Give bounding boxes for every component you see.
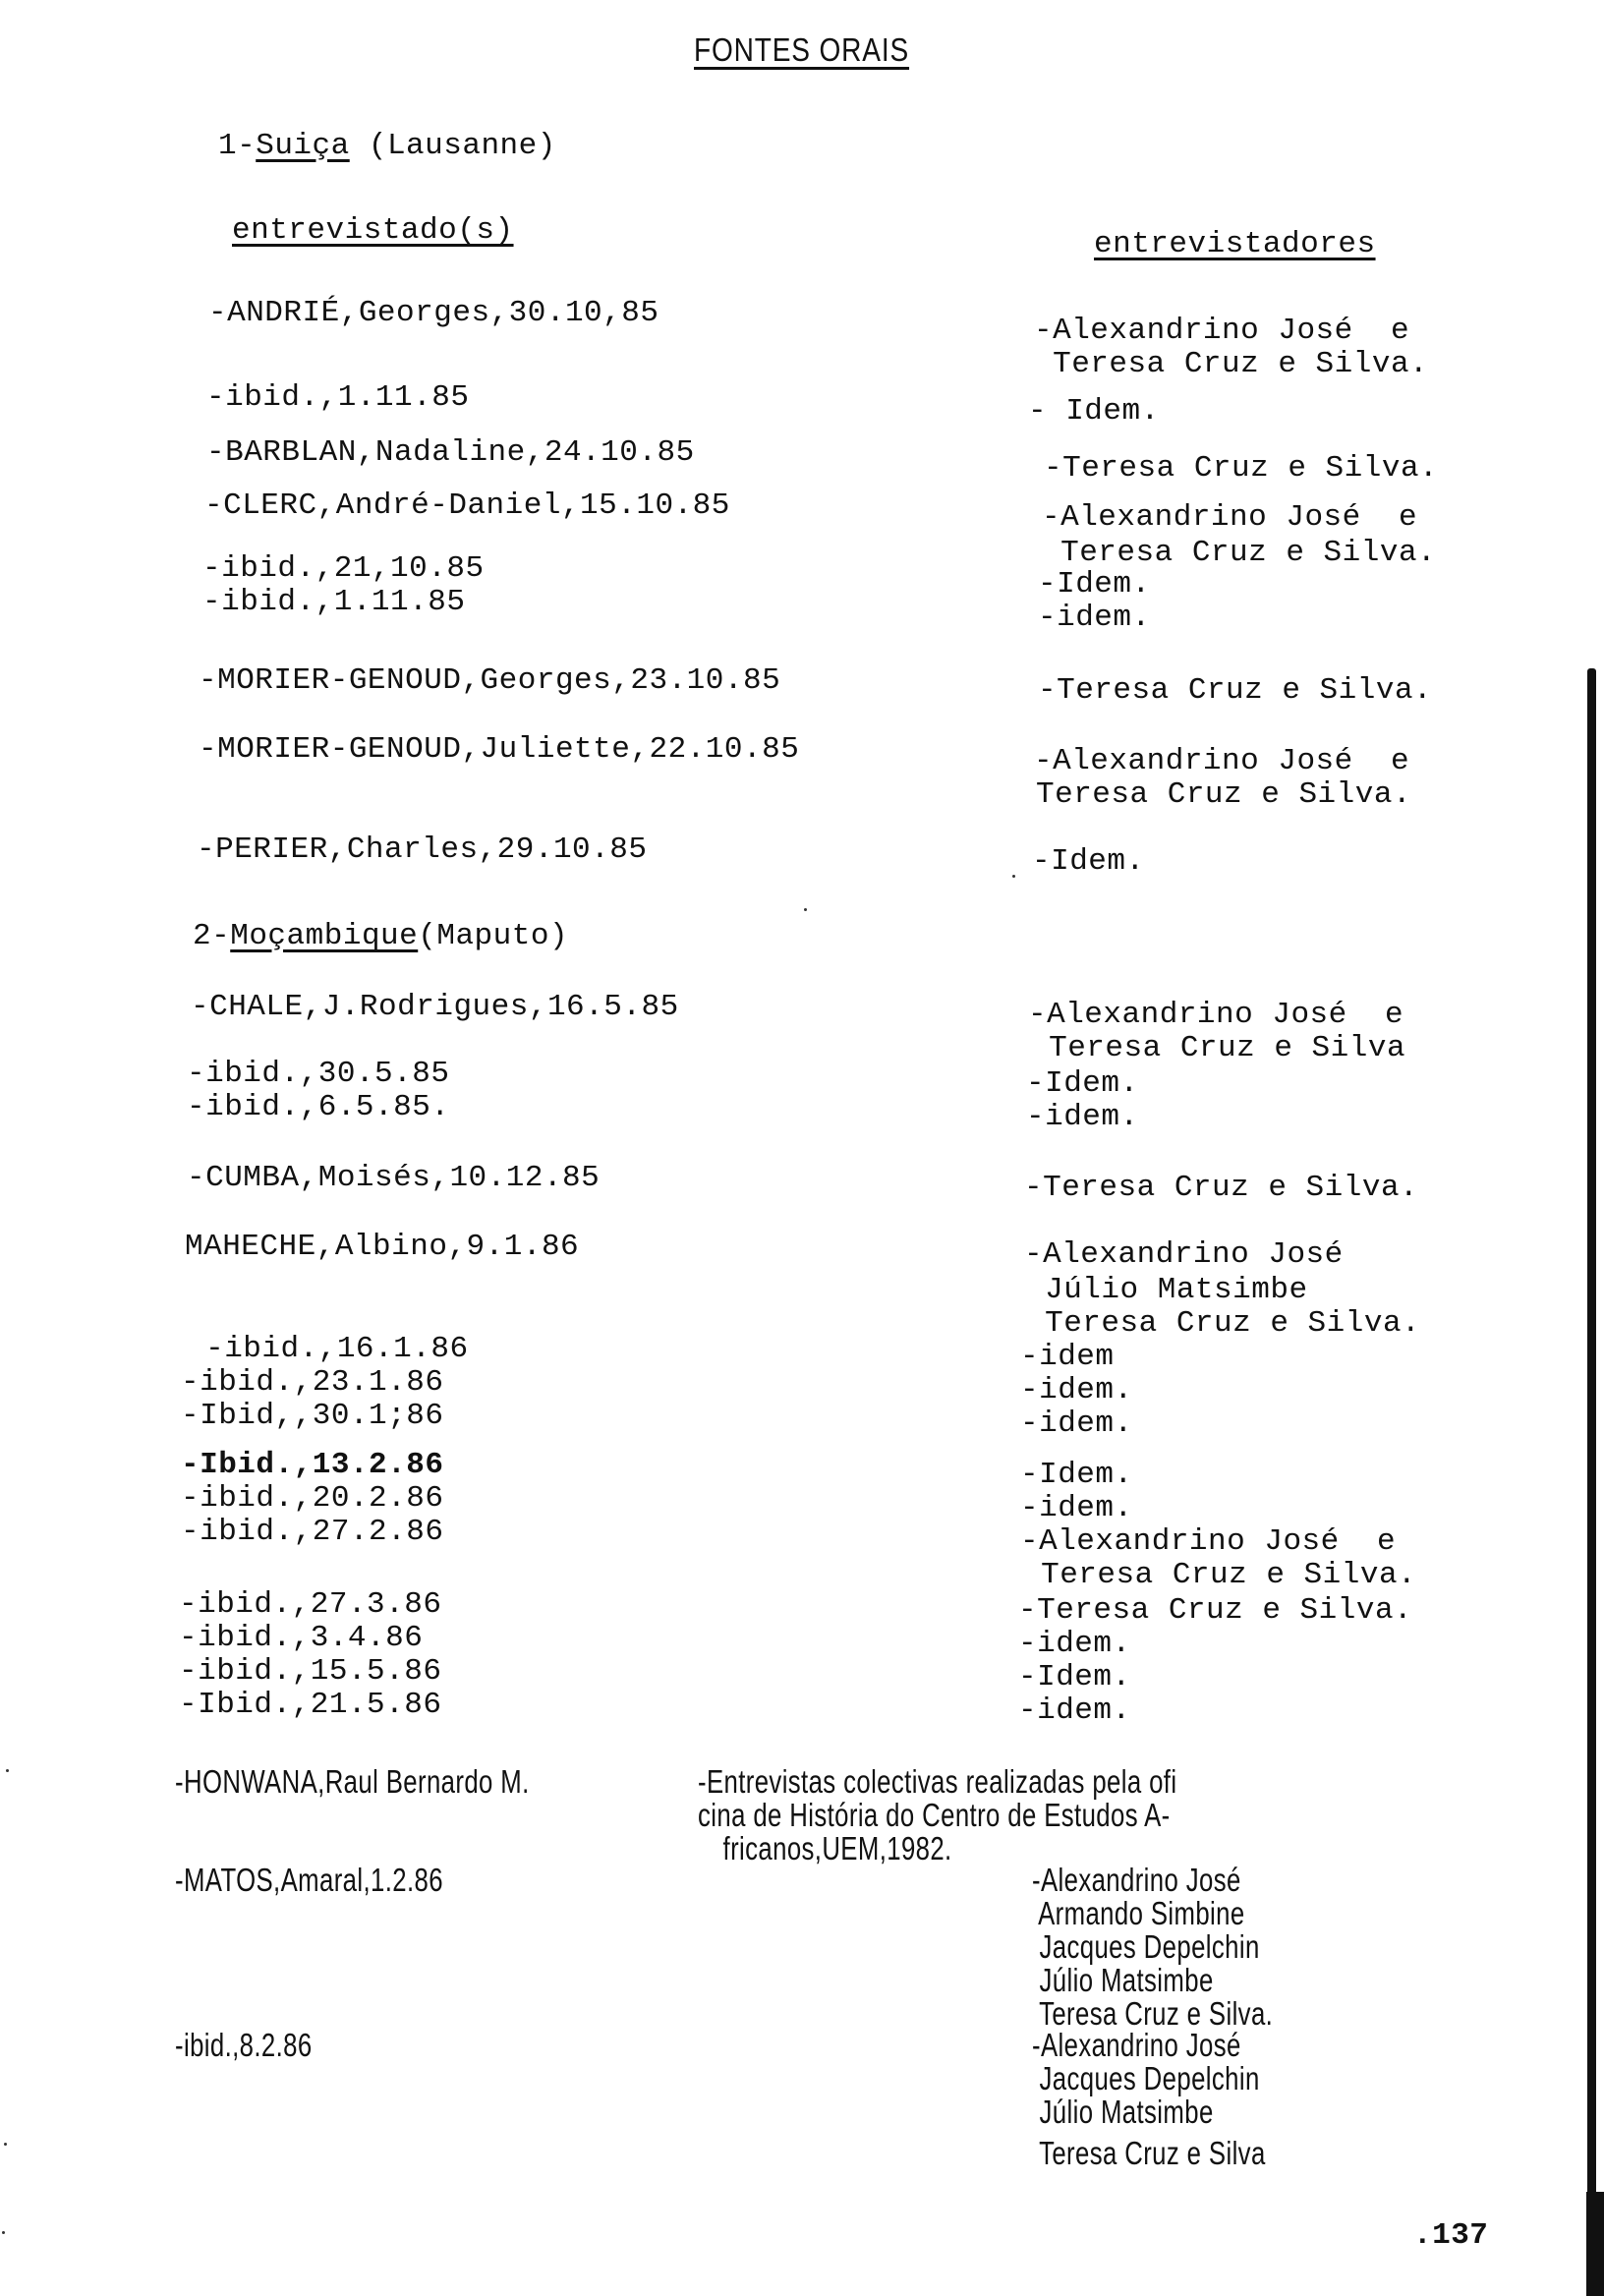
interviewer-line: -Alexandrino José e (1028, 998, 1404, 1032)
interviewer-line: Teresa Cruz e Silva. (1036, 777, 1412, 812)
interviewer-line: -idem. (1018, 1693, 1131, 1728)
interviewer-line: -Teresa Cruz e Silva. (1024, 1171, 1419, 1205)
scan-speck (2, 2231, 5, 2234)
interviewer-line: -Alexandrino José e (1034, 314, 1410, 348)
collective-note-line: cina de História do Centro de Estudos A- (698, 1797, 1171, 1833)
interviewee-entry: -CLERC,André-Daniel,15.10.85 (204, 488, 730, 523)
interviewee-entry: -ibid.,16.1.86 (187, 1332, 469, 1366)
interviewee-entry: -ANDRIÉ,Georges,30.10,85 (208, 296, 659, 330)
column-header-interviewees: entrevistado(s) (232, 213, 514, 248)
interviewee-entry: -ibid.,3.4.86 (179, 1621, 424, 1655)
interviewee-entry: -ibid.,20.2.86 (181, 1481, 444, 1516)
interviewee-entry: -Ibid.,21.5.86 (179, 1688, 442, 1722)
interviewer-line: -idem. (1018, 1627, 1131, 1661)
scan-binding-edge-bottom (1586, 2192, 1604, 2296)
interviewer-line: Teresa Cruz e Silva. (1022, 1558, 1417, 1592)
interviewer-line: -idem. (1020, 1373, 1133, 1407)
interviewee-entry: -CUMBA,Moisés,10.12.85 (187, 1161, 601, 1195)
scan-binding-edge (1587, 668, 1596, 2296)
interviewer-line: Armando Simbine (1032, 1895, 1245, 1931)
interviewer-line: -idem. (1038, 601, 1151, 635)
interviewer-line: -idem. (1020, 1491, 1133, 1525)
interviewer-line: -idem. (1026, 1100, 1139, 1134)
interviewee-entry: -ibid.,15.5.86 (179, 1654, 442, 1689)
interviewee-entry: -ibid.,1.11.85 (202, 585, 466, 619)
section-country: Suiça (256, 129, 350, 163)
interviewee-entry: -ibid.,6.5.85. (187, 1090, 450, 1124)
interviewer-line: -Idem. (1032, 844, 1145, 879)
section-number: 2- (193, 919, 231, 953)
interviewer-line: Teresa Cruz e Silva. (1034, 347, 1429, 381)
interviewee-entry: -ibid.,21,10.85 (202, 551, 485, 586)
interviewer-line: -Alexandrino José (1024, 1237, 1344, 1272)
interviewee-entry: -Ibid.,13.2.86 (181, 1448, 444, 1482)
collective-note-line: fricanos,UEM,1982. (716, 1830, 952, 1866)
scan-speck (804, 908, 807, 911)
interviewer-line: Teresa Cruz e Silva. (1032, 1995, 1274, 2032)
scan-speck (4, 2143, 7, 2146)
page-number: .137 (1413, 2218, 1489, 2253)
interviewer-line: -Teresa Cruz e Silva. (1038, 673, 1433, 708)
interviewee-entry: -ibid.,23.1.86 (181, 1365, 444, 1400)
interviewer-line: Júlio Matsimbe (1026, 1273, 1308, 1307)
interviewer-line: -Idem. (1020, 1458, 1133, 1492)
interviewer-line: Júlio Matsimbe (1032, 2094, 1214, 2130)
interviewee-entry: -MORIER-GENOUD,Georges,23.10.85 (199, 663, 781, 698)
section-heading-mozambique (193, 920, 568, 953)
section-country: Moçambique (230, 919, 419, 953)
interviewer-line: -Alexandrino José e (1042, 500, 1418, 535)
interviewer-line: -Teresa Cruz e Silva. (1018, 1593, 1413, 1628)
scan-speck (6, 1769, 9, 1772)
interviewer-line: Jacques Depelchin (1032, 2060, 1260, 2096)
interviewer-line: Teresa Cruz e Silva (1030, 1031, 1406, 1065)
collective-note-line: -Entrevistas colectivas realizadas pela ofi (698, 1763, 1177, 1800)
interviewer-line: Jacques Depelchin (1032, 1928, 1260, 1965)
interviewer-line: -Idem. (1018, 1660, 1131, 1694)
interviewee-entry: MAHECHE,Albino,9.1.86 (185, 1230, 580, 1264)
interviewer-line: -idem (1020, 1340, 1115, 1374)
interviewee-entry: -Ibid,,30.1;86 (181, 1399, 444, 1433)
interviewee-entry: -MORIER-GENOUD,Juliette,22.10.85 (199, 732, 800, 767)
interviewer-line: -Alexandrino José e (1034, 744, 1410, 778)
interviewee-entry: -ibid.,1.11.85 (206, 380, 470, 415)
interviewee-entry: -ibid.,8.2.86 (175, 2027, 313, 2063)
page-title: FONTES ORAIS (694, 31, 910, 68)
interviewer-line: -idem. (1020, 1406, 1133, 1441)
scan-speck (1012, 875, 1015, 878)
interviewee-entry: -BARBLAN,Nadaline,24.10.85 (206, 435, 695, 470)
interviewer-line: Júlio Matsimbe (1032, 1962, 1214, 1998)
interviewer-line: - Idem. (1028, 394, 1160, 429)
interviewee-entry: -ibid.,27.2.86 (181, 1515, 444, 1549)
column-header-interviewers: entrevistadores (1094, 227, 1376, 261)
interviewer-line: Teresa Cruz e Silva. (1042, 536, 1437, 570)
interviewee-entry: -CHALE,J.Rodrigues,16.5.85 (191, 990, 679, 1024)
interviewer-line: Teresa Cruz e Silva (1032, 2135, 1266, 2171)
interviewer-line: Teresa Cruz e Silva. (1026, 1306, 1421, 1341)
interviewee-entry: -ibid.,30.5.85 (187, 1057, 450, 1091)
interviewer-line: -Alexandrino José (1032, 2027, 1241, 2063)
interviewee-entry: -MATOS,Amaral,1.2.86 (175, 1862, 443, 1898)
interviewee-entry: -ibid.,27.3.86 (179, 1587, 442, 1622)
interviewee-entry: -HONWANA,Raul Bernardo M. (175, 1763, 530, 1800)
interviewer-line: -Alexandrino José e (1020, 1524, 1397, 1559)
section-heading-switzerland (218, 130, 556, 163)
interviewer-line: -Alexandrino José (1032, 1862, 1241, 1898)
interviewer-line: -Teresa Cruz e Silva. (1044, 451, 1439, 486)
section-number: 1- (218, 129, 257, 163)
interviewer-line: -Idem. (1026, 1066, 1139, 1101)
interviewee-entry: -PERIER,Charles,29.10.85 (197, 832, 648, 867)
interviewer-line: -Idem. (1038, 567, 1151, 602)
section-city: (Maputo) (418, 919, 569, 953)
section-city: (Lausanne) (349, 129, 556, 163)
